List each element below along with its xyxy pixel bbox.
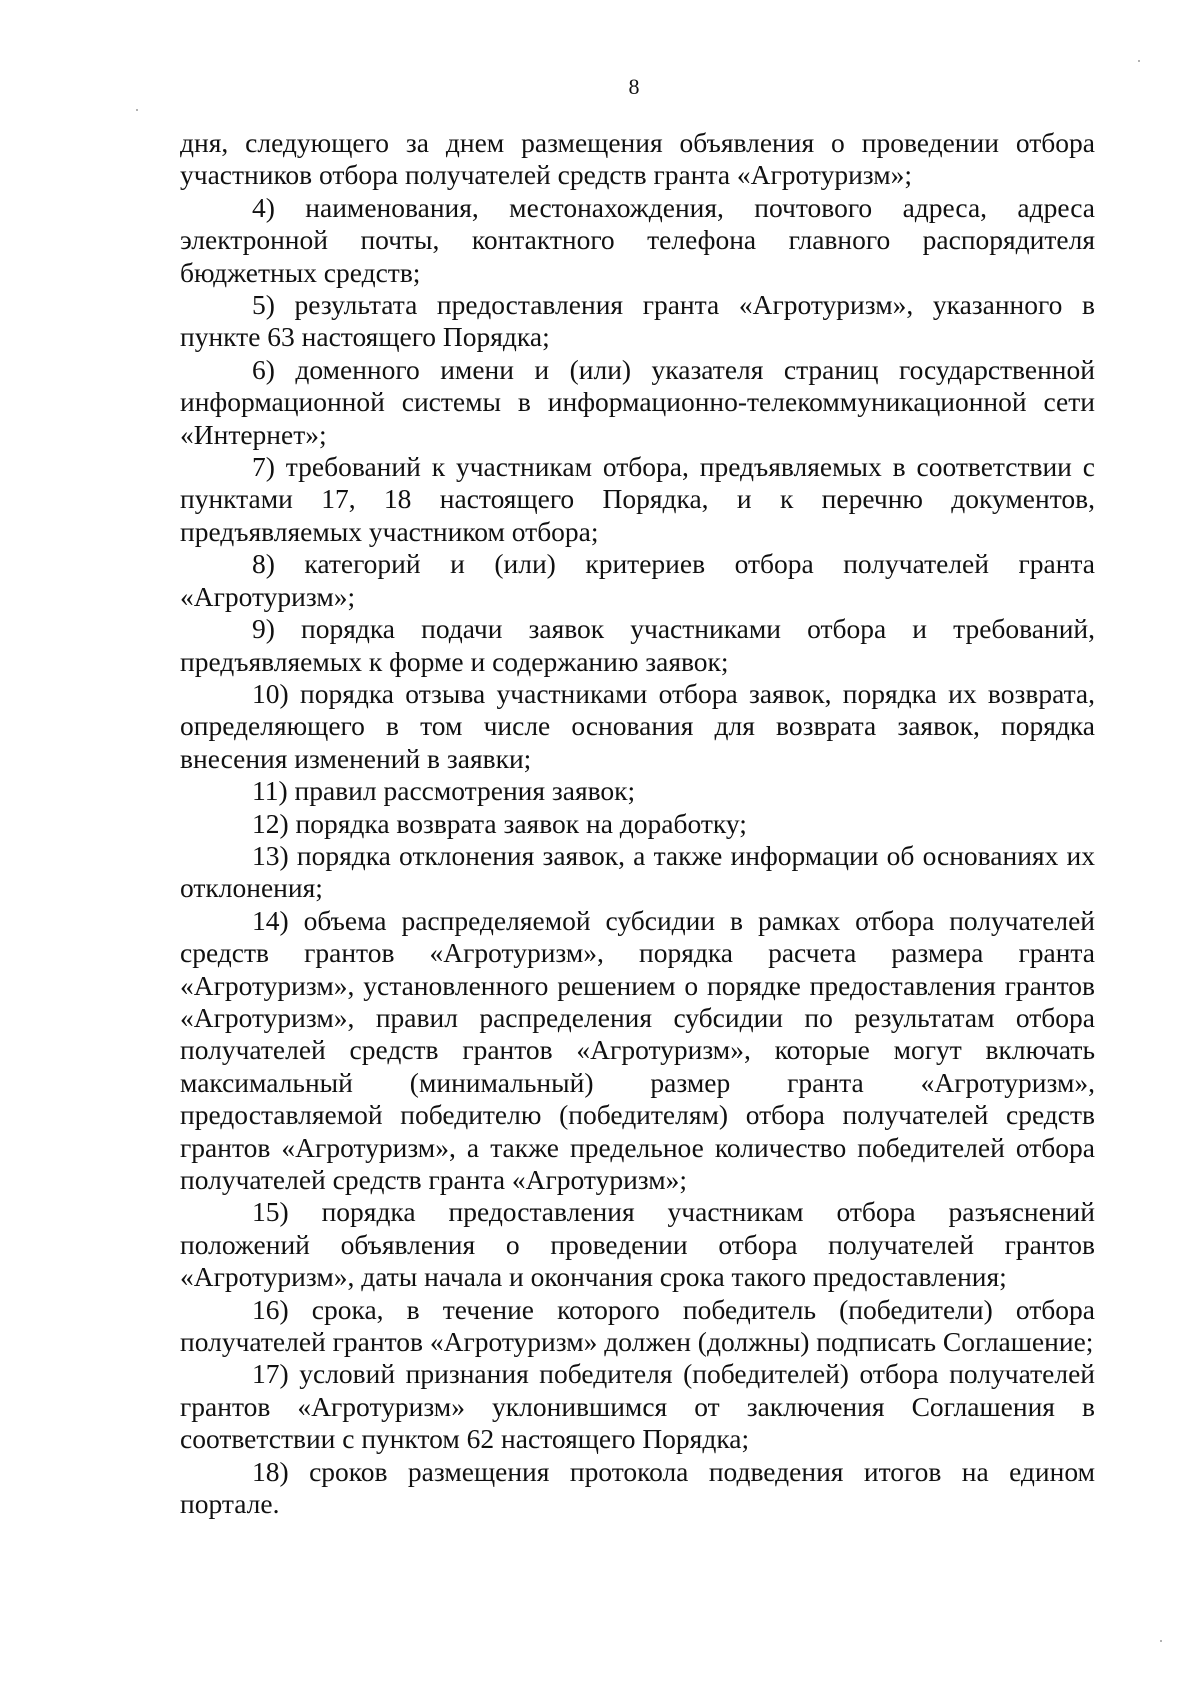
list-item-8: 8) категорий и (или) критериев отбора получателей гранта «Агротуризм»;	[180, 548, 1095, 612]
list-item-17: 17) условий признания победителя (победителей) отбора получателей грантов «Агротуризм» уклонившимся от заключения Соглашения в соответствии с пунктом 62 настоящего Порядка;	[180, 1358, 1095, 1455]
list-item-7: 7) требований к участникам отбора, предъявляемых в соответствии с пунктами 17, 18 настоящего Порядка, и к перечню документов, предъявляемых участником отбора;	[180, 451, 1095, 547]
list-item-11: 11) правил рассмотрения заявок;	[252, 775, 636, 807]
paragraph-continuation: дня, следующего за днем размещения объявления о проведении отбора участников отбора получателей средств гранта «Агротуризм»;	[180, 127, 1095, 191]
scan-speck	[1160, 1640, 1162, 1642]
scan-speck	[136, 109, 138, 111]
list-item-5: 5) результата предоставления гранта «Агротуризм», указанного в пункте 63 настоящего Порядка;	[180, 289, 1095, 353]
list-item-13: 13) порядка отклонения заявок, а также информации об основаниях их отклонения;	[180, 839, 1095, 904]
document-body	[180, 127, 1095, 1520]
list-item-14: 14) объема распределяемой субсидии в рамках отбора получателей средств грантов «Агротуризм», порядка расчета размера гранта «Агротуризм», установленного решением о порядке предоставления грантов «Агротуризм», правил распределения субсидии по результатам отбора получателей средств грантов «Агротуризм», которые могут включать максимальный (минимальный) размер гранта «Агротуризм», предоставляемой победителю (победителям) отбора получателей средств грантов «Агротуризм», а также предельное количество победителей отбора получателей средств гранта «Агротуризм»;	[180, 904, 1095, 1195]
scan-speck	[1138, 60, 1140, 62]
page-number: 8	[628, 74, 640, 99]
list-item-10: 10) порядка отзыва участниками отбора заявок, порядка их возврата, определяющего в том числе основания для возврата заявок, порядка внесения изменений в заявки;	[180, 677, 1095, 774]
list-item-9: 9) порядка подачи заявок участниками отбора и требований, предъявляемых к форме и содержанию заявок;	[180, 613, 1095, 677]
list-item-4: 4) наименования, местонахождения, почтового адреса, адреса электронной почты, контактного телефона главного распорядителя бюджетных средств;	[180, 191, 1095, 288]
list-item-15: 15) порядка предоставления участникам отбора разъяснений положений объявления о проведении отбора получателей грантов «Агротуризм», даты начала и окончания срока такого предоставления;	[180, 1196, 1095, 1293]
list-item-6: 6) доменного имени и (или) указателя страниц государственной информационной системы в информационно-телекоммуникационной сети «Интернет»;	[180, 353, 1095, 450]
list-item-18: 18) сроков размещения протокола подведения итогов на едином портале.	[180, 1455, 1095, 1520]
list-item-12: 12) порядка возврата заявок на доработку;	[252, 807, 747, 839]
list-item-16: 16) срока, в течение которого победитель (победители) отбора получателей грантов «Агротуризм» должен (должны) подписать Соглашение;	[180, 1293, 1095, 1358]
